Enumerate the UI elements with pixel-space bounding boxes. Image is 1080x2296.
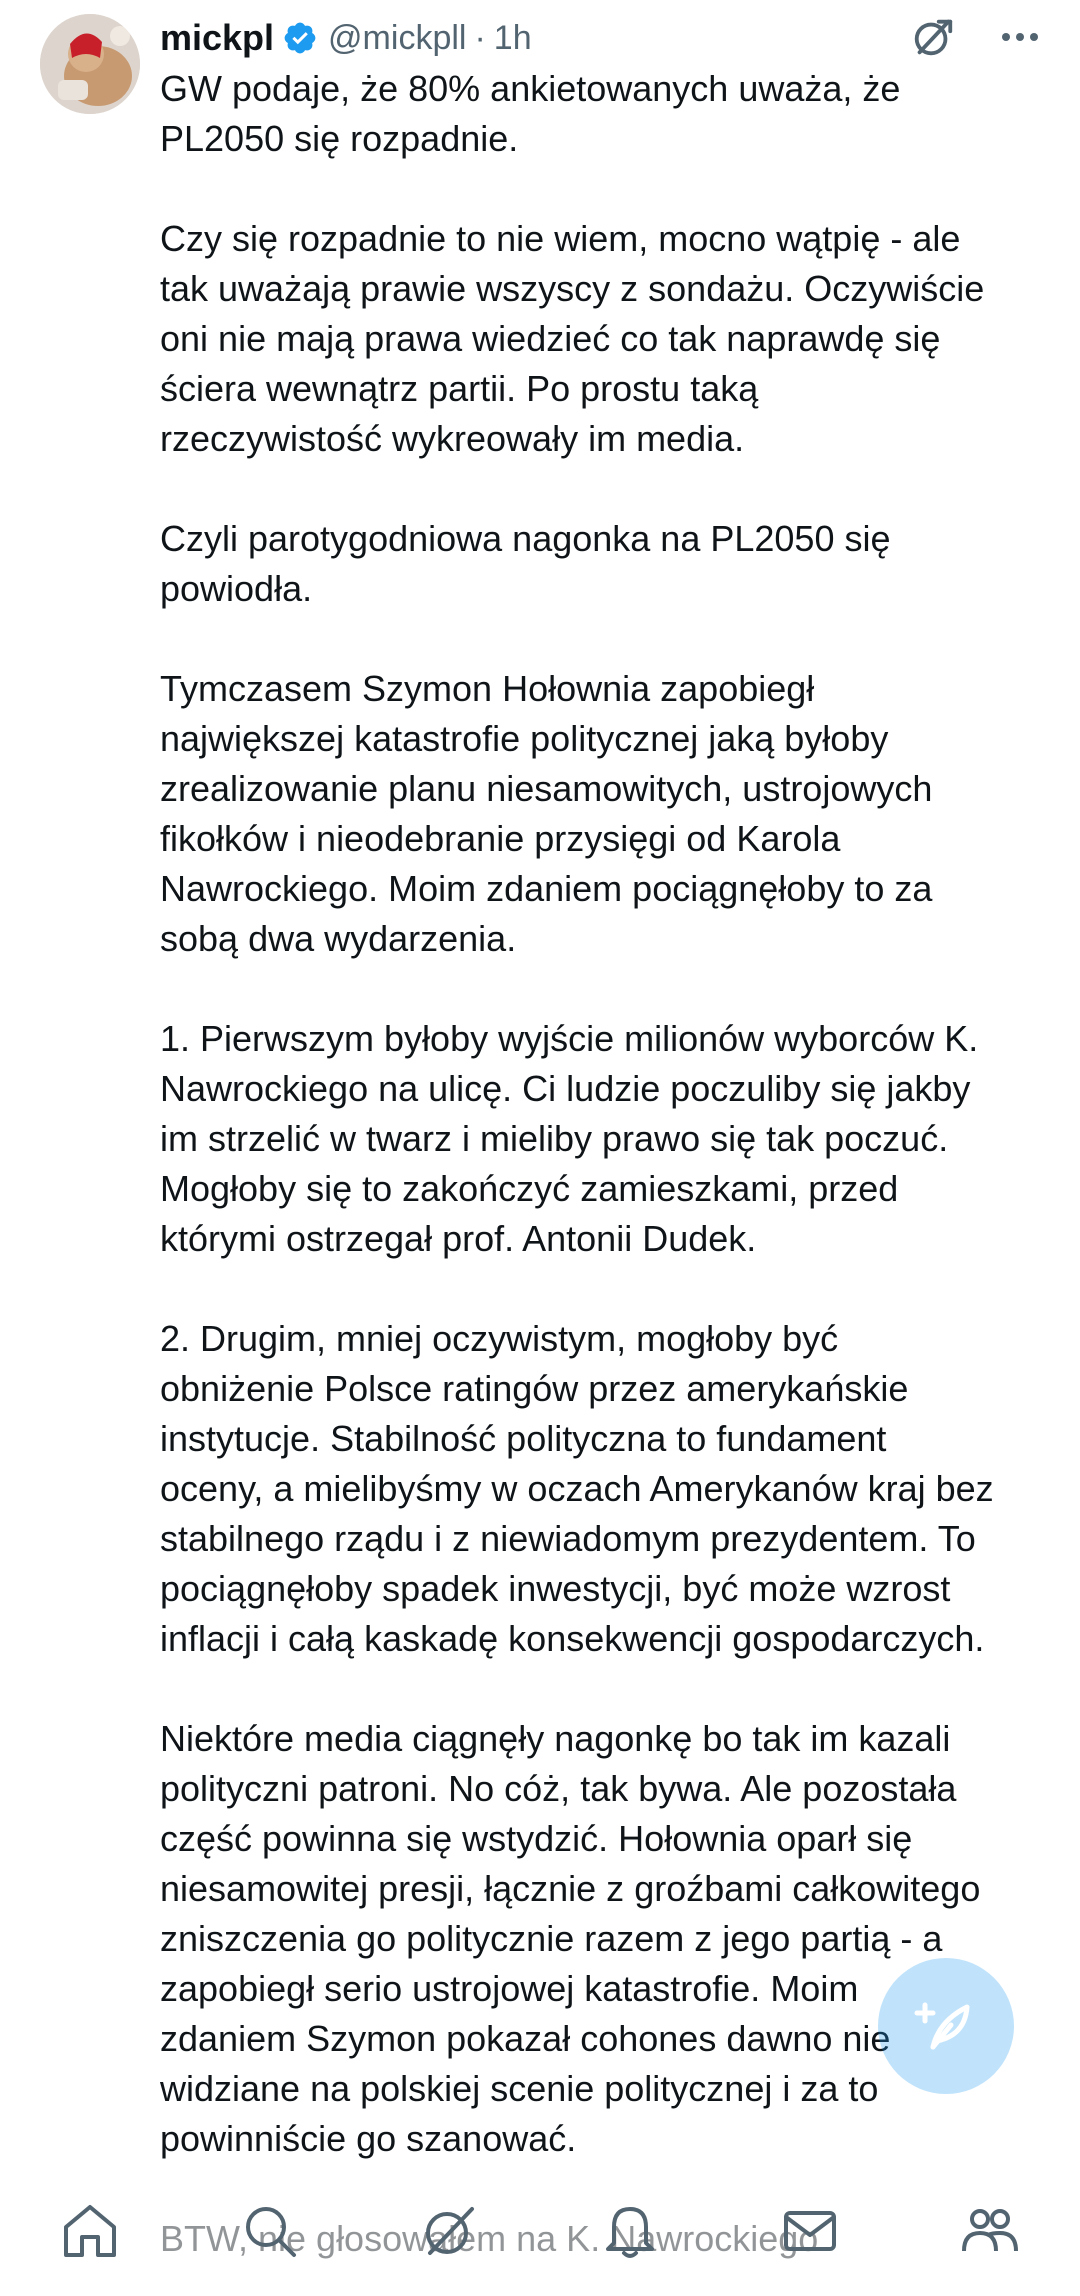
notifications-icon [598,2199,662,2263]
communities-icon [958,2199,1022,2263]
verified-badge-icon [282,20,318,56]
post-text: GW podaje, że 80% ankietowanych uważa, że PL2050 się rozpadnie. Czy się rozpadnie to nie wiem, mocno wątpię - ale tak uważają prawie wszyscy z sondażu. Oczywiście oni nie mają prawa wiedzieć co tak naprawdę się ściera wewnątrz partii. Po prostu taką rzeczywistość wykreowały im media. Czyli parotygodniowa nagonka na PL2050 się powiodła. Tymczasem Szymon Hołownia zapobiegł największej katastrofie politycznej jaką byłoby zrealizowanie planu niesamowitych, ustrojowych fikołków i nieodebranie przysięgi od Karola Nawrockiego. Moim zdaniem pociągnęłoby to za sobą dwa wydarzenia. 1. Pierwszym byłoby wyjście milionów wyborców K. Nawrockiego na ulicę. Ci ludzie poczuliby się jakby im strzelić w twarz i mieliby prawo się tak poczuć. Mogłoby się to zakończyć zamieszkami, przed którymi ostrzegał prof. Antonii Dudek. 2. Drugim, mniej oczywistym, mogłoby być obniżenie Polsce ratingów przez amerykańskie instytucje. Stabilność polityczna to fundament oceny, a mielibyśmy w oczach Amerykanów kraj bez stabilnego rządu i z niewiadomym prezydentem. To pociągnęłoby spadek inwestycji, być może wzrost inflacji i całą kaskadę konsekwencji gospodarczych. Niektóre media ciągnęły nagonkę bo tak im kazali polityczni patroni. No cóż, tak bywa. Ale pozostała część powinna się wstydzić. Hołownia oparł się niesamowitej presji, łącznie z groźbami całkowitego zniszczenia go politycznie razem z jego partią - a zapobiegł serio ustrojowej katastrofie. Moim zdaniem Szymon pokazał cohones dawno nie widziane na polskiej scenie politycznej i za to powinniście go szanować. [160,68,994,2159]
compose-post-icon [911,1991,981,2061]
post-header [160,8,1040,68]
nav-communities[interactable] [950,2191,1030,2271]
header-actions [910,14,1040,60]
nav-grok[interactable] [410,2191,490,2271]
post-timestamp: 1h [493,18,532,57]
more-options-icon[interactable] [1000,17,1040,57]
grok-icon[interactable] [910,14,956,60]
home-icon [58,2199,122,2263]
separator-dot: · [474,18,486,57]
nav-messages[interactable] [770,2191,850,2271]
nav-search[interactable] [230,2191,310,2271]
messages-icon [778,2199,842,2263]
author-display-name[interactable]: mickpl [160,17,275,58]
nav-home[interactable] [50,2191,130,2271]
bottom-navigation-bar [0,2166,1080,2296]
avatar[interactable] [40,14,140,114]
search-icon [238,2199,302,2263]
nav-notifications[interactable] [590,2191,670,2271]
author-handle[interactable]: @mickpll [328,18,467,57]
grok-icon [418,2199,482,2263]
compose-post-button[interactable] [878,1958,1014,2094]
avatar-image [40,14,140,114]
